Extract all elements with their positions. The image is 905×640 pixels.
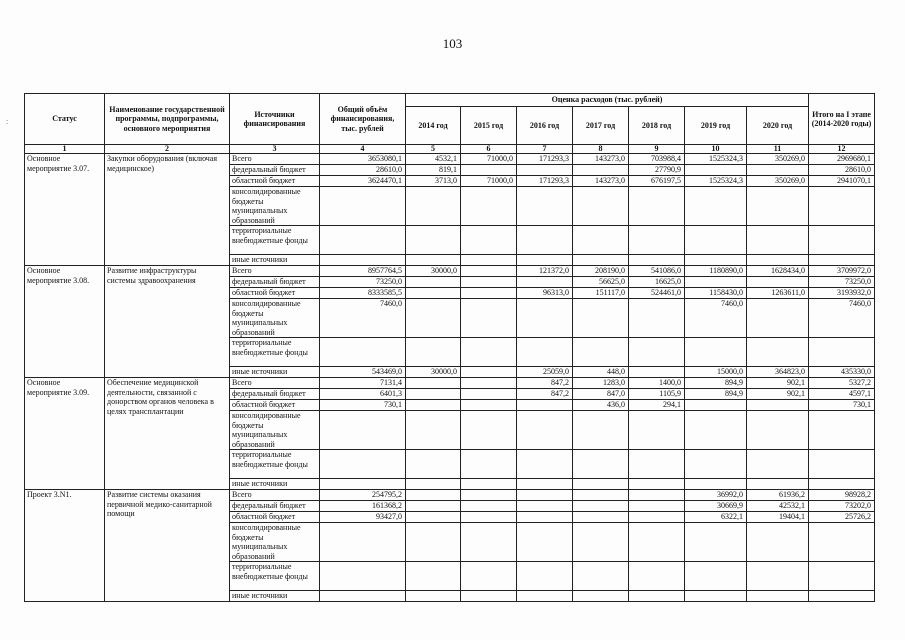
- value-cell: [809, 255, 875, 266]
- value-cell: [461, 490, 517, 501]
- row-name: Закупки оборудования (включая медицинское): [105, 154, 230, 266]
- value-cell: [461, 450, 517, 479]
- value-cell: [461, 255, 517, 266]
- value-cell: 28610,0: [809, 165, 875, 176]
- value-cell: [685, 562, 747, 591]
- value-cell: [406, 411, 461, 450]
- value-cell: [406, 400, 461, 411]
- column-number: 1: [25, 145, 105, 154]
- value-cell: 143273,0: [573, 154, 629, 165]
- value-cell: 1525324,3: [685, 176, 747, 187]
- row-name: Развитие инфраструктуры системы здравоохранения: [105, 266, 230, 378]
- value-cell: [517, 277, 573, 288]
- value-cell: [461, 378, 517, 389]
- value-cell: [685, 523, 747, 562]
- value-cell: [685, 411, 747, 450]
- source-cell: территориальные внебюджетные фонды: [230, 226, 320, 255]
- value-cell: 61936,2: [747, 490, 809, 501]
- value-cell: [461, 591, 517, 602]
- value-cell: [573, 338, 629, 367]
- value-cell: 5327,2: [809, 378, 875, 389]
- value-cell: [685, 187, 747, 226]
- value-cell: 30669,9: [685, 501, 747, 512]
- value-cell: 902,1: [747, 378, 809, 389]
- value-cell: 4597,1: [809, 389, 875, 400]
- value-cell: [747, 277, 809, 288]
- row-name: Развитие системы оказания первичной медико-санитарной помощи: [105, 490, 230, 602]
- value-cell: 3653080,1: [320, 154, 406, 165]
- value-cell: [320, 255, 406, 266]
- value-cell: [406, 277, 461, 288]
- value-cell: 2941070,1: [809, 176, 875, 187]
- column-number: 6: [461, 145, 517, 154]
- value-cell: 847,2: [517, 378, 573, 389]
- value-cell: [629, 187, 685, 226]
- column-number: 5: [406, 145, 461, 154]
- column-number: 10: [685, 145, 747, 154]
- value-cell: [406, 490, 461, 501]
- value-cell: [809, 187, 875, 226]
- value-cell: [517, 479, 573, 490]
- source-cell: иные источники: [230, 255, 320, 266]
- header-sources: Источники финансирования: [230, 94, 320, 145]
- value-cell: 151117,0: [573, 288, 629, 299]
- value-cell: [573, 165, 629, 176]
- value-cell: [517, 187, 573, 226]
- source-cell: федеральный бюджет: [230, 389, 320, 400]
- value-cell: [320, 450, 406, 479]
- value-cell: 3624470,1: [320, 176, 406, 187]
- value-cell: [809, 479, 875, 490]
- source-cell: областной бюджет: [230, 176, 320, 187]
- budget-table-container: [24, 93, 874, 602]
- value-cell: 254795,2: [320, 490, 406, 501]
- value-cell: 27790,9: [629, 165, 685, 176]
- value-cell: 1525324,3: [685, 154, 747, 165]
- value-cell: 3713,0: [406, 176, 461, 187]
- value-cell: 36992,0: [685, 490, 747, 501]
- row-status: Основное мероприятие 3.07.: [25, 154, 105, 266]
- header-year: 2019 год: [685, 107, 747, 145]
- value-cell: 25059,0: [517, 367, 573, 378]
- source-cell: консолидированные бюджеты муниципальных образований: [230, 299, 320, 338]
- header-status: Статус: [25, 94, 105, 145]
- value-cell: [320, 411, 406, 450]
- source-cell: территориальные внебюджетные фонды: [230, 450, 320, 479]
- value-cell: [685, 479, 747, 490]
- value-cell: [320, 187, 406, 226]
- value-cell: [747, 338, 809, 367]
- value-cell: 4532,1: [406, 154, 461, 165]
- value-cell: [573, 226, 629, 255]
- value-cell: 1263611,0: [747, 288, 809, 299]
- value-cell: [406, 479, 461, 490]
- value-cell: [809, 450, 875, 479]
- value-cell: 161368,2: [320, 501, 406, 512]
- source-cell: территориальные внебюджетные фонды: [230, 338, 320, 367]
- value-cell: 2969680,1: [809, 154, 875, 165]
- value-cell: [747, 165, 809, 176]
- value-cell: [809, 591, 875, 602]
- value-cell: [747, 226, 809, 255]
- value-cell: 96313,0: [517, 288, 573, 299]
- source-cell: Всего: [230, 490, 320, 501]
- value-cell: [747, 411, 809, 450]
- source-cell: областной бюджет: [230, 288, 320, 299]
- value-cell: [685, 226, 747, 255]
- value-cell: [461, 501, 517, 512]
- value-cell: 8333585,5: [320, 288, 406, 299]
- value-cell: [461, 523, 517, 562]
- header-year: 2015 год: [461, 107, 517, 145]
- value-cell: [629, 562, 685, 591]
- value-cell: [629, 367, 685, 378]
- row-name: Обеспечение медицинской деятельности, связанной с донорством органов человека в целях трансплантации: [105, 378, 230, 490]
- value-cell: [573, 523, 629, 562]
- value-cell: [461, 400, 517, 411]
- value-cell: [320, 591, 406, 602]
- value-cell: [406, 187, 461, 226]
- value-cell: 541086,0: [629, 266, 685, 277]
- value-cell: 42532,1: [747, 501, 809, 512]
- value-cell: [406, 288, 461, 299]
- value-cell: 6322,1: [685, 512, 747, 523]
- value-cell: [629, 591, 685, 602]
- value-cell: [573, 255, 629, 266]
- source-cell: областной бюджет: [230, 400, 320, 411]
- source-cell: федеральный бюджет: [230, 165, 320, 176]
- value-cell: [461, 562, 517, 591]
- value-cell: [320, 338, 406, 367]
- value-cell: 676197,5: [629, 176, 685, 187]
- value-cell: 524461,0: [629, 288, 685, 299]
- value-cell: 7460,0: [809, 299, 875, 338]
- value-cell: 7460,0: [320, 299, 406, 338]
- header-year: 2017 год: [573, 107, 629, 145]
- value-cell: [517, 165, 573, 176]
- table-row: [25, 266, 875, 277]
- value-cell: 819,1: [406, 165, 461, 176]
- source-cell: иные источники: [230, 367, 320, 378]
- value-cell: [685, 165, 747, 176]
- value-cell: [573, 187, 629, 226]
- value-cell: 30000,0: [406, 367, 461, 378]
- column-number: 8: [573, 145, 629, 154]
- value-cell: [406, 523, 461, 562]
- row-status: Основное мероприятие 3.09.: [25, 378, 105, 490]
- row-status: Основное мероприятие 3.08.: [25, 266, 105, 378]
- value-cell: [747, 187, 809, 226]
- source-cell: областной бюджет: [230, 512, 320, 523]
- value-cell: [406, 591, 461, 602]
- value-cell: 93427,0: [320, 512, 406, 523]
- value-cell: [809, 562, 875, 591]
- value-cell: 28610,0: [320, 165, 406, 176]
- value-cell: [573, 411, 629, 450]
- value-cell: [573, 490, 629, 501]
- value-cell: [461, 277, 517, 288]
- value-cell: 894,9: [685, 389, 747, 400]
- value-cell: [517, 501, 573, 512]
- value-cell: [629, 255, 685, 266]
- column-number: 12: [809, 145, 875, 154]
- table-row: [25, 490, 875, 501]
- value-cell: [629, 338, 685, 367]
- value-cell: 3193932,0: [809, 288, 875, 299]
- value-cell: [685, 277, 747, 288]
- value-cell: [517, 512, 573, 523]
- value-cell: 448,0: [573, 367, 629, 378]
- value-cell: [517, 411, 573, 450]
- column-number: 4: [320, 145, 406, 154]
- value-cell: [461, 266, 517, 277]
- value-cell: [747, 400, 809, 411]
- value-cell: [809, 226, 875, 255]
- value-cell: 16625,0: [629, 277, 685, 288]
- value-cell: [629, 523, 685, 562]
- value-cell: [320, 226, 406, 255]
- value-cell: 730,1: [809, 400, 875, 411]
- table-row: [25, 154, 875, 165]
- value-cell: [320, 562, 406, 591]
- header-estimate: Оценка расходов (тыс. рублей): [406, 94, 809, 107]
- value-cell: [406, 562, 461, 591]
- value-cell: [747, 479, 809, 490]
- value-cell: [406, 226, 461, 255]
- value-cell: [320, 523, 406, 562]
- header-year: 2016 год: [517, 107, 573, 145]
- value-cell: 121372,0: [517, 266, 573, 277]
- source-cell: Всего: [230, 266, 320, 277]
- source-cell: федеральный бюджет: [230, 277, 320, 288]
- value-cell: [685, 400, 747, 411]
- header-total: Общий объём финансирования, тыс. рублей: [320, 94, 406, 145]
- header-year: 2020 год: [747, 107, 809, 145]
- value-cell: [461, 187, 517, 226]
- value-cell: [517, 299, 573, 338]
- value-cell: 902,1: [747, 389, 809, 400]
- value-cell: [406, 512, 461, 523]
- column-number: 2: [105, 145, 230, 154]
- value-cell: [517, 562, 573, 591]
- value-cell: [406, 255, 461, 266]
- value-cell: [573, 450, 629, 479]
- value-cell: 30000,0: [406, 266, 461, 277]
- column-number: 3: [230, 145, 320, 154]
- source-cell: территориальные внебюджетные фонды: [230, 562, 320, 591]
- value-cell: [406, 501, 461, 512]
- value-cell: [461, 299, 517, 338]
- value-cell: 208190,0: [573, 266, 629, 277]
- value-cell: [517, 226, 573, 255]
- value-cell: 294,1: [629, 400, 685, 411]
- source-cell: консолидированные бюджеты муниципальных образований: [230, 187, 320, 226]
- value-cell: 894,9: [685, 378, 747, 389]
- value-cell: 71000,0: [461, 154, 517, 165]
- value-cell: 703988,4: [629, 154, 685, 165]
- value-cell: [747, 523, 809, 562]
- value-cell: [573, 479, 629, 490]
- value-cell: [461, 165, 517, 176]
- row-status: Проект 3.N1.: [25, 490, 105, 602]
- source-cell: федеральный бюджет: [230, 501, 320, 512]
- value-cell: 73202,0: [809, 501, 875, 512]
- value-cell: [629, 299, 685, 338]
- value-cell: 171293,3: [517, 154, 573, 165]
- value-cell: [320, 479, 406, 490]
- value-cell: [573, 299, 629, 338]
- value-cell: [747, 450, 809, 479]
- value-cell: [685, 450, 747, 479]
- source-cell: Всего: [230, 154, 320, 165]
- table-row: [25, 378, 875, 389]
- value-cell: [517, 400, 573, 411]
- value-cell: 15000,0: [685, 367, 747, 378]
- value-cell: 7131,4: [320, 378, 406, 389]
- value-cell: [629, 512, 685, 523]
- value-cell: 1158430,0: [685, 288, 747, 299]
- value-cell: [517, 450, 573, 479]
- value-cell: [406, 389, 461, 400]
- value-cell: [573, 562, 629, 591]
- header-stage-total: Итого на I этапе (2014-2020 годы): [809, 94, 875, 145]
- value-cell: 730,1: [320, 400, 406, 411]
- source-cell: иные источники: [230, 479, 320, 490]
- value-cell: [747, 299, 809, 338]
- value-cell: [406, 299, 461, 338]
- value-cell: 1283,0: [573, 378, 629, 389]
- value-cell: [809, 338, 875, 367]
- value-cell: [629, 479, 685, 490]
- header-name: Наименование государственной программы, подпрограммы, основного мероприятия: [105, 94, 230, 145]
- value-cell: [629, 226, 685, 255]
- value-cell: [406, 338, 461, 367]
- column-number: 7: [517, 145, 573, 154]
- value-cell: [629, 450, 685, 479]
- value-cell: [461, 411, 517, 450]
- value-cell: 1180890,0: [685, 266, 747, 277]
- source-cell: консолидированные бюджеты муниципальных образований: [230, 523, 320, 562]
- value-cell: 1400,0: [629, 378, 685, 389]
- value-cell: [406, 378, 461, 389]
- value-cell: [629, 490, 685, 501]
- value-cell: 1105,9: [629, 389, 685, 400]
- value-cell: 7460,0: [685, 299, 747, 338]
- value-cell: [809, 411, 875, 450]
- margin-mark: :: [6, 117, 9, 126]
- value-cell: 543469,0: [320, 367, 406, 378]
- value-cell: 98928,2: [809, 490, 875, 501]
- value-cell: 143273,0: [573, 176, 629, 187]
- value-cell: 19404,1: [747, 512, 809, 523]
- value-cell: [461, 389, 517, 400]
- value-cell: [747, 255, 809, 266]
- value-cell: 350269,0: [747, 176, 809, 187]
- value-cell: 6401,3: [320, 389, 406, 400]
- value-cell: 73250,0: [320, 277, 406, 288]
- value-cell: [517, 591, 573, 602]
- source-cell: Всего: [230, 378, 320, 389]
- value-cell: [629, 411, 685, 450]
- value-cell: [461, 338, 517, 367]
- value-cell: [517, 490, 573, 501]
- value-cell: [809, 523, 875, 562]
- value-cell: 435330,0: [809, 367, 875, 378]
- value-cell: 171293,3: [517, 176, 573, 187]
- value-cell: [573, 501, 629, 512]
- value-cell: 1628434,0: [747, 266, 809, 277]
- value-cell: [406, 450, 461, 479]
- value-cell: [517, 523, 573, 562]
- source-cell: иные источники: [230, 591, 320, 602]
- value-cell: [461, 226, 517, 255]
- value-cell: 436,0: [573, 400, 629, 411]
- value-cell: 847,0: [573, 389, 629, 400]
- value-cell: [573, 591, 629, 602]
- header-year: 2014 год: [406, 107, 461, 145]
- value-cell: [685, 591, 747, 602]
- column-number: 9: [629, 145, 685, 154]
- value-cell: [747, 562, 809, 591]
- value-cell: [685, 338, 747, 367]
- value-cell: [573, 512, 629, 523]
- source-cell: консолидированные бюджеты муниципальных образований: [230, 411, 320, 450]
- value-cell: 8957764,5: [320, 266, 406, 277]
- page-number: 103: [442, 36, 463, 51]
- value-cell: [461, 367, 517, 378]
- value-cell: [685, 255, 747, 266]
- value-cell: 73250,0: [809, 277, 875, 288]
- value-cell: 364823,0: [747, 367, 809, 378]
- value-cell: [461, 288, 517, 299]
- value-cell: [517, 255, 573, 266]
- budget-table: [24, 93, 875, 602]
- value-cell: 350269,0: [747, 154, 809, 165]
- value-cell: [517, 338, 573, 367]
- value-cell: [461, 479, 517, 490]
- header-year: 2018 год: [629, 107, 685, 145]
- value-cell: 71000,0: [461, 176, 517, 187]
- value-cell: 847,2: [517, 389, 573, 400]
- value-cell: 3709972,0: [809, 266, 875, 277]
- value-cell: 56625,0: [573, 277, 629, 288]
- value-cell: [629, 501, 685, 512]
- value-cell: [461, 512, 517, 523]
- column-number: 11: [747, 145, 809, 154]
- value-cell: [747, 591, 809, 602]
- value-cell: 25726,2: [809, 512, 875, 523]
